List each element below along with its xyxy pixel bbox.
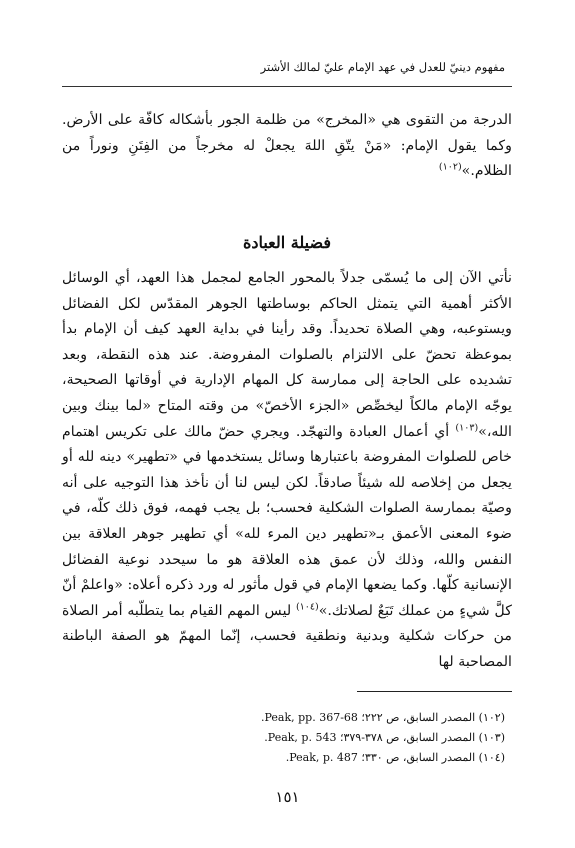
- running-header: مفهوم دينيّ للعدل في عهد الإمام عليّ لمالك الأشتر: [260, 60, 505, 74]
- footnote-ref-104: (١٠٤): [295, 600, 319, 612]
- section-heading: فضيلة العبادة: [242, 233, 332, 252]
- footnote-ref-102: (١٠٢): [438, 161, 462, 173]
- intro-paragraph: [62, 108, 512, 185]
- footnote-103: (١٠٣) المصدر السابق، ص ٣٧٨-٣٧٩؛ Peak, p. 543.: [264, 731, 505, 744]
- main-text-block: [62, 266, 512, 676]
- footnote-rule: [357, 691, 512, 692]
- intro-text-block: [62, 108, 512, 185]
- main-text-part1: نأتي الآن إلى ما يُسمّى جدلاً بالمحور الجامع لمجمل هذا العهد، أي الوسائل الأكثر أهمية التي يتمثل الحاكم بوساطتها الجوهر المقدّس لكل الفضائل ويستوعبه، وهي الصلاة تحديداً. وقد رأينا في بداية العهد كيف أن الإمام بدأ بموعظة تحضّ على الالتزام بالصلوات المفروضة. عند هذه النقطة، وبعد تشديده على الحاجة إلى ممارسة كل المهام الإدارية في أوقاتها الصحيحة، يوجّه الإمام مالكاً ليخصِّص «الجزء الأخصّ» من وقته المتاح «لما بينك وبين الله،»: [62, 270, 512, 440]
- intro-text: الدرجة من التقوى هي «المخرج» من ظلمة الجور بأشكاله كافّة على الأرض. وكما يقول الإمام: «مَنْ يتّقِ اللهَ يجعلْ له مخرجاً من الفِتَنِ ونوراً من الظلام.»: [62, 112, 512, 180]
- main-paragraph: [62, 266, 512, 676]
- footnote-102: (١٠٢) المصدر السابق، ص ٢٢٢؛ Peak, pp. 367-68.: [260, 711, 505, 724]
- main-text-part2: أي أعمال العبادة والتهجّد. ويجري حضّ مالك على تكريس اهتمام خاص للصلوات المفروضة باعتبارها وسائل يستخدمها في «تطهير» دينه لله أو يجعل من إخلاصه لله شيئاً صادقاً. لكن ليس لنا أن نأخذ هذا التوجيه على أنه وصيّة بممارسة الصلوات الشكلية فحسب؛ بل يجب فهمه، فوق ذلك كلّه، في ضوء المعنى الأعمق بـ«تطهير دين المرء لله» أي تطهير جوهر العلاقة بين النفس والله، وذلك لأن عمق هذه العلاقة هو ما سيحدد نوعية الفضائل الإنسانية كلّها. وكما يضعها الإمام في قول مأثور له ورد ذكره أعلاه: «واعلمْ أنّ كلَّ شيءٍ من عملك تَبَعٌ لصلاتك.»: [62, 423, 512, 619]
- footnote-104: (١٠٤) المصدر السابق، ص ٣٣٠؛ Peak, p. 487.: [285, 751, 505, 764]
- footnotes: [65, 708, 505, 768]
- main-text-part3: ليس المهم القيام بما يتطلّبه أمر الصلاة من حركات شكلية وبدنية ونطقية فحسب، إنّما المهمّ هو الصفة الباطنة المصاحبة لها: [62, 602, 512, 670]
- footnote-ref-103: (١٠٣): [455, 421, 479, 433]
- page-number: ١٥١: [275, 788, 300, 806]
- header-rule: [62, 86, 512, 87]
